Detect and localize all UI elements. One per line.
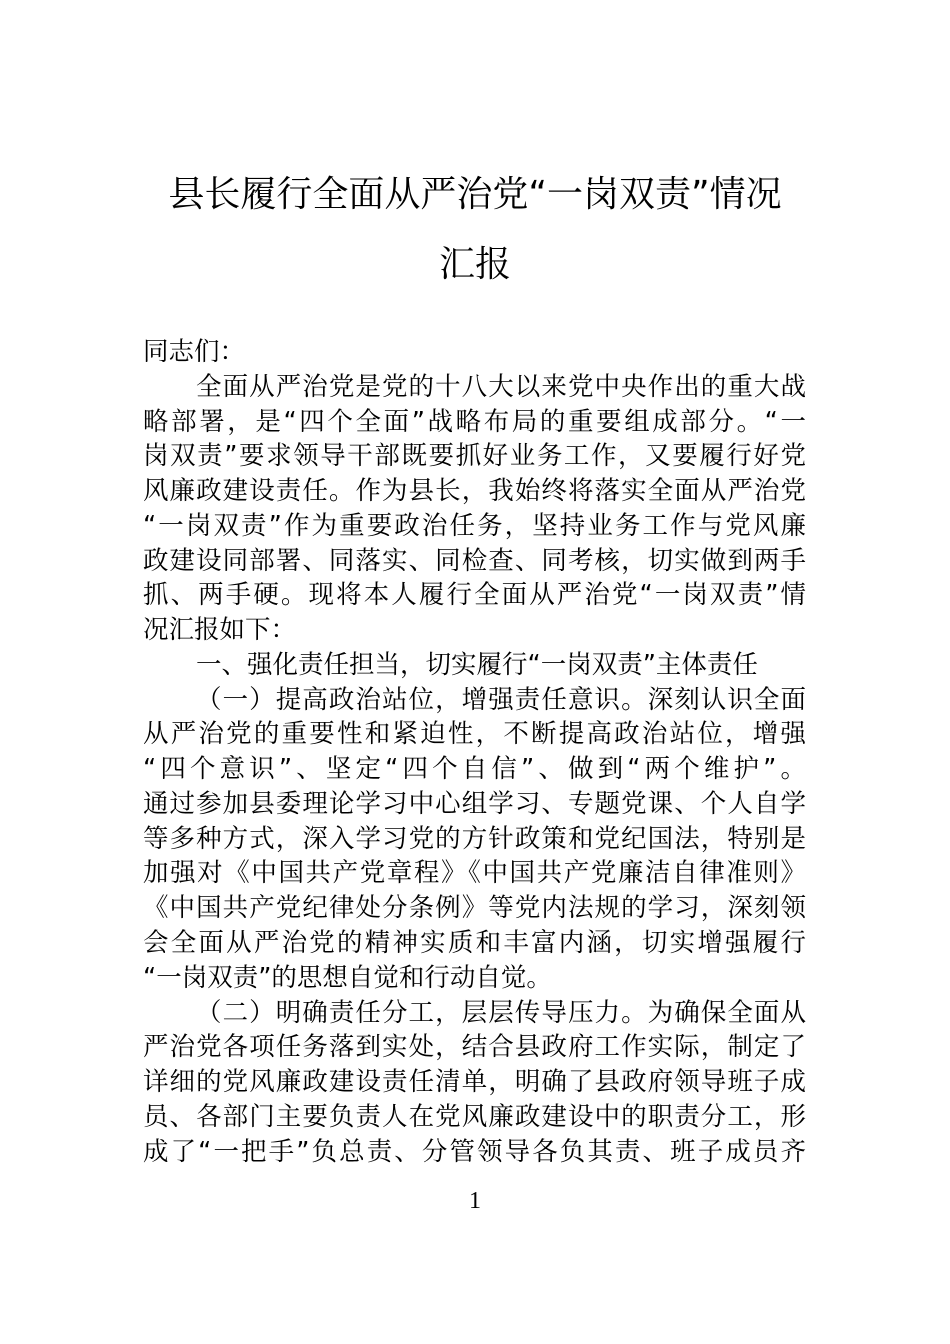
paragraph-line: “四个意识”、坚定“四个自信”、做到“两个维护”。 xyxy=(143,754,806,785)
paragraph-line: 详细的党风廉政建设责任清单，明确了县政府领导班子成 xyxy=(143,1067,806,1098)
paragraph-line: 等多种方式，深入学习党的方针政策和党纪国法，特别是 xyxy=(143,823,806,854)
paragraph-line: “一岗双责”作为重要政治任务，坚持业务工作与党风廉 xyxy=(143,510,806,541)
paragraph-line: （二）明确责任分工，层层传导压力。为确保全面从 xyxy=(196,997,806,1028)
paragraph-line: 通过参加县委理论学习中心组学习、专题党课、个人自学 xyxy=(143,788,806,819)
paragraph-line: 严治党各项任务落到实处，结合县政府工作实际，制定了 xyxy=(143,1032,806,1063)
paragraph-line: 略部署，是“四个全面”战略布局的重要组成部分。“一 xyxy=(143,406,806,437)
paragraph-line: 风廉政建设责任。作为县长，我始终将落实全面从严治党 xyxy=(143,476,806,507)
paragraph-line: 全面从严治党是党的十八大以来党中央作出的重大战 xyxy=(196,371,806,402)
paragraph-line: 加强对《中国共产党章程》《中国共产党廉洁自律准则》 xyxy=(143,858,806,889)
paragraph-line: （一）提高政治站位，增强责任意识。深刻认识全面 xyxy=(196,684,806,715)
paragraph-line: 会全面从严治党的精神实质和丰富内涵，切实增强履行 xyxy=(143,928,806,959)
paragraph-line: 《中国共产党纪律处分条例》等党内法规的学习，深刻领 xyxy=(143,893,806,924)
paragraph-line: 况汇报如下： xyxy=(143,615,297,646)
paragraph-line: 抓、两手硬。现将本人履行全面从严治党“一岗双责”情 xyxy=(143,580,806,611)
paragraph-line: 成了“一把手”负总责、分管领导各负其责、班子成员齐 xyxy=(143,1136,806,1167)
document-title-line-1: 县长履行全面从严治党“一岗双责”情况 xyxy=(168,174,782,215)
paragraph-line: “一岗双责”的思想自觉和行动自觉。 xyxy=(143,962,552,993)
section-heading: 一、强化责任担当，切实履行“一岗双责”主体责任 xyxy=(196,649,758,680)
salutation: 同志们： xyxy=(143,337,246,367)
paragraph-line: 员、各部门主要负责人在党风廉政建设中的职责分工，形 xyxy=(143,1101,806,1132)
document-title-line-2: 汇报 xyxy=(438,244,511,285)
paragraph-line: 从严治党的重要性和紧迫性，不断提高政治站位，增强 xyxy=(143,719,806,750)
paragraph-line: 政建设同部署、同落实、同检查、同考核，切实做到两手 xyxy=(143,545,806,576)
page-number: 1 xyxy=(469,1188,481,1214)
document-body xyxy=(143,335,806,1169)
paragraph-line: 岗双责”要求领导干部既要抓好业务工作，又要履行好党 xyxy=(143,441,806,472)
